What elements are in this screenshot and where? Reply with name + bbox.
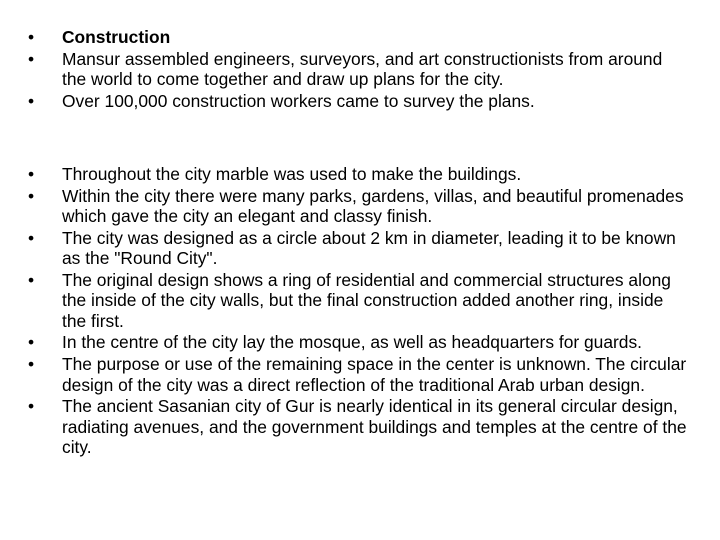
bullet-item [28, 164, 688, 184]
bullet-list-construction [28, 27, 688, 113]
bullet-text: Mansur assembled engineers, surveyors, and art constructionists from around the world to come together and draw up plans for the city. [62, 48, 663, 90]
bullet-icon: • [28, 332, 35, 353]
bullet-text: The ancient Sasanian city of Gur is nearly identical in its general circular design, radiating avenues, and the government buildings and temples at the centre of the city. [62, 396, 687, 458]
bullet-icon: • [28, 269, 35, 290]
bullet-item [28, 27, 688, 47]
bullet-icon: • [28, 354, 35, 375]
bullet-heading: Construction [62, 27, 171, 47]
bullet-item [28, 270, 688, 331]
bullet-item [28, 91, 688, 111]
bullet-text: The original design shows a ring of residential and commercial structures along the inside of the city walls, but the final construction added another ring, inside the first. [62, 269, 671, 331]
bullet-text: In the centre of the city lay the mosque, as well as headquarters for guards. [62, 332, 643, 353]
bullet-item [28, 186, 688, 227]
bullet-text: The city was designed as a circle about 2 km in diameter, leading it to be known as the "Round City". [62, 227, 676, 269]
bullet-icon: • [28, 90, 35, 111]
bullet-icon: • [28, 48, 35, 69]
bullet-text: The purpose or use of the remaining space in the center is unknown. The circular design of the city was a direct reflection of the traditional Arab urban design. [62, 354, 687, 395]
bullet-list-city-design [28, 164, 688, 459]
bullet-icon: • [28, 27, 35, 47]
bullet-item [28, 396, 688, 457]
bullet-item [28, 332, 688, 352]
bullet-text: Over 100,000 construction workers came to survey the plans. [62, 90, 535, 111]
bullet-item [28, 354, 688, 395]
bullet-icon: • [28, 227, 35, 248]
bullet-item [28, 228, 688, 269]
bullet-icon: • [28, 164, 35, 184]
bullet-text: Throughout the city marble was used to make the buildings. [62, 164, 522, 184]
bullet-text: Within the city there were many parks, gardens, villas, and beautiful promenades which gave the city an elegant and classy finish. [62, 185, 684, 227]
bullet-item [28, 49, 688, 90]
bullet-icon: • [28, 185, 35, 206]
bullet-icon: • [28, 396, 35, 417]
